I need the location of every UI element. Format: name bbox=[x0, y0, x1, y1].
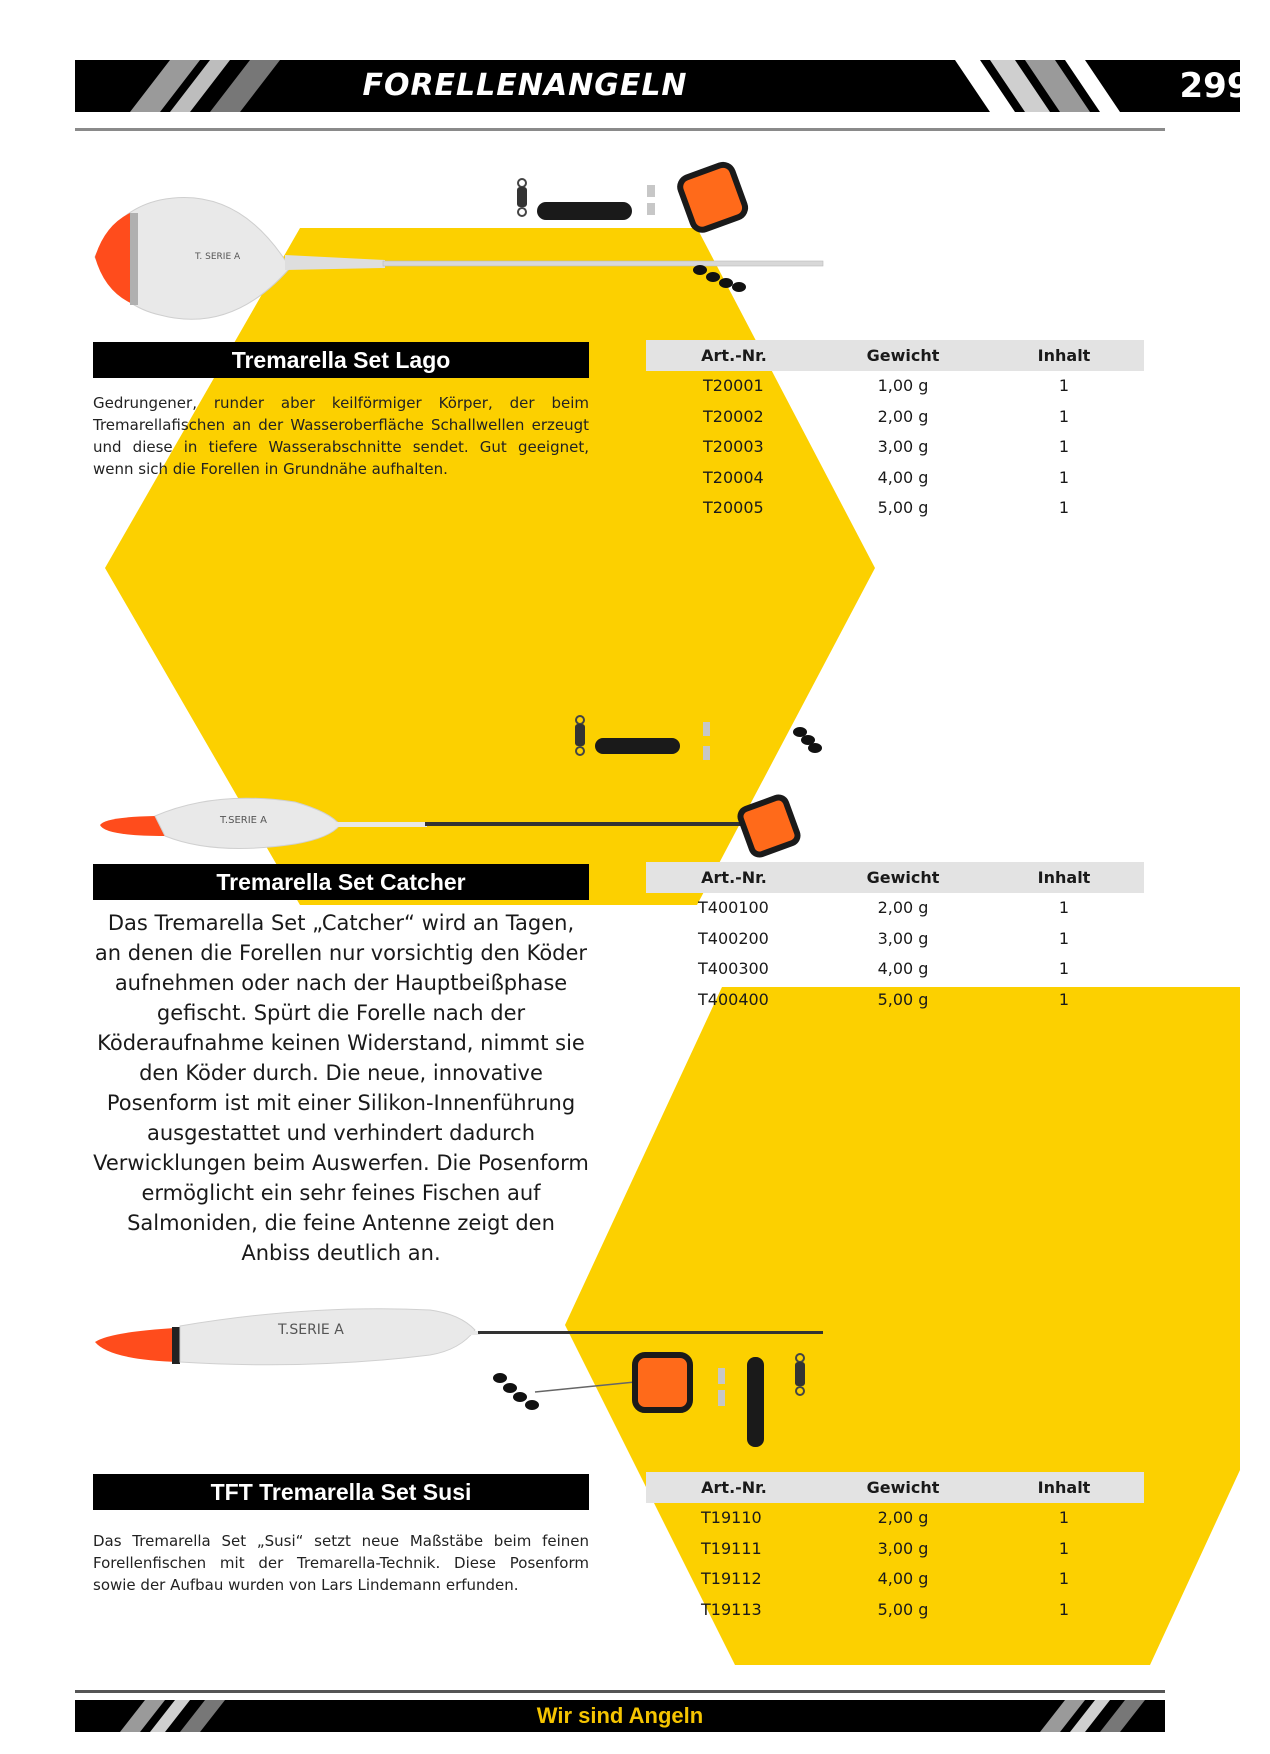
header-gewicht: Gewicht bbox=[866, 868, 940, 887]
cell-inhalt: 1 bbox=[1058, 1569, 1070, 1588]
cell-inhalt: 1 bbox=[1058, 928, 1070, 948]
cell-gewicht: 4,00 g bbox=[877, 1569, 929, 1588]
header-gewicht: Gewicht bbox=[866, 346, 940, 365]
table-lago bbox=[646, 340, 1144, 524]
description-lago: Gedrungener, runder aber keilförmiger Körper, der beim Tremarellafischen an der Wasseroberfläche Schallwellen erzeugt und diese in tiefere Wasserabschnitte sendet. Gut geeignet, wenn sich die Forellen in Grundnähe aufhalten. bbox=[93, 394, 589, 478]
footer-slogan: Wir sind Angeln bbox=[536, 1703, 704, 1728]
cell-art-nr: T20001 bbox=[703, 376, 764, 395]
header-art-nr: Art.-Nr. bbox=[701, 346, 767, 365]
table-row bbox=[646, 432, 1144, 463]
cell-inhalt: 1 bbox=[1058, 898, 1070, 917]
table-susi bbox=[646, 1472, 1144, 1625]
table-header bbox=[646, 862, 1144, 893]
table-row bbox=[646, 924, 1144, 955]
table-header bbox=[646, 340, 1144, 371]
cell-gewicht: 5,00 g bbox=[877, 989, 929, 1009]
cell-art-nr: T19110 bbox=[701, 1508, 762, 1527]
header-inhalt: Inhalt bbox=[1037, 868, 1091, 887]
table-row bbox=[646, 1564, 1144, 1595]
header-bar bbox=[75, 60, 1251, 112]
footer-divider bbox=[75, 1690, 1165, 1693]
cell-inhalt: 1 bbox=[1058, 1508, 1070, 1527]
description-susi: Das Tremarella Set „Susi“ setzt neue Maßstäbe beim feinen Forellenfischen mit der Tremarella-Technik. Diese Posenform sowie der Aufbau wurden von Lars Lindemann erfunden. bbox=[93, 1532, 589, 1594]
cell-inhalt: 1 bbox=[1058, 1599, 1070, 1619]
table-header bbox=[646, 1472, 1144, 1503]
cell-gewicht: 5,00 g bbox=[877, 498, 929, 517]
table-row bbox=[646, 463, 1144, 494]
cell-art-nr: T20005 bbox=[703, 498, 764, 517]
cell-gewicht: 3,00 g bbox=[877, 437, 929, 456]
cell-gewicht: 4,00 g bbox=[877, 959, 929, 978]
header-inhalt: Inhalt bbox=[1037, 1478, 1091, 1497]
cell-art-nr: T19112 bbox=[701, 1569, 762, 1588]
description-catcher: Das Tremarella Set „Catcher“ wird an Tagen, an denen die Forellen nur vorsichtig den Köder aufnehmen oder nach der Hauptbeißphase gefischt. Spürt die Forelle nach der Köderaufnahme keinen Widerstand, nimmt sie den Köder durch. Die neue, innovative Posenform ist mit einer Silikon-Innenführung ausgestattet und verhindert dadurch Verwicklungen beim Auswerfen. Die Posenform ermöglicht ein sehr feines Fischen auf Salmoniden, die feine Antenne zeigt den Anbiss deutlich an. bbox=[93, 911, 589, 1265]
cell-art-nr: T20004 bbox=[703, 467, 764, 487]
cell-inhalt: 1 bbox=[1058, 989, 1070, 1009]
table-row bbox=[646, 1503, 1144, 1534]
cell-art-nr: T20002 bbox=[703, 406, 764, 426]
table-row bbox=[646, 402, 1144, 433]
cell-inhalt: 1 bbox=[1058, 437, 1070, 456]
cell-gewicht: 2,00 g bbox=[877, 1508, 929, 1527]
cell-art-nr: T19111 bbox=[701, 1538, 762, 1558]
cell-gewicht: 2,00 g bbox=[877, 406, 929, 426]
cell-gewicht: 3,00 g bbox=[877, 1538, 929, 1558]
float-label-lago: T. SERIE A bbox=[195, 252, 241, 262]
header-title: FORELLENANGELN bbox=[362, 68, 688, 103]
section-title-catcher: Tremarella Set Catcher bbox=[93, 864, 589, 900]
product-image-susi bbox=[90, 1300, 830, 1460]
cell-inhalt: 1 bbox=[1058, 406, 1070, 426]
header-gewicht: Gewicht bbox=[866, 1478, 940, 1497]
header-art-nr: Art.-Nr. bbox=[701, 1478, 767, 1497]
cell-gewicht: 4,00 g bbox=[877, 467, 929, 487]
cell-inhalt: 1 bbox=[1058, 959, 1070, 978]
cell-art-nr: T20003 bbox=[703, 437, 764, 456]
product-image-lago bbox=[85, 165, 825, 335]
product-image-catcher bbox=[95, 710, 835, 860]
cell-inhalt: 1 bbox=[1058, 498, 1070, 517]
cell-art-nr: T400200 bbox=[698, 928, 769, 948]
section-title-lago: Tremarella Set Lago bbox=[93, 342, 589, 378]
footer-bar bbox=[75, 1700, 1165, 1732]
cell-art-nr: T400300 bbox=[698, 959, 769, 978]
section-title-susi: TFT Tremarella Set Susi bbox=[93, 1474, 589, 1510]
cell-gewicht: 5,00 g bbox=[877, 1599, 929, 1619]
cell-inhalt: 1 bbox=[1058, 376, 1070, 395]
cell-art-nr: T400100 bbox=[698, 898, 769, 917]
cell-inhalt: 1 bbox=[1058, 467, 1070, 487]
float-label-susi: T.SERIE A bbox=[278, 1322, 344, 1338]
table-row bbox=[646, 1595, 1144, 1626]
table-catcher bbox=[646, 862, 1144, 1015]
header-inhalt: Inhalt bbox=[1037, 346, 1091, 365]
cell-art-nr: T400400 bbox=[698, 989, 769, 1009]
table-row bbox=[646, 985, 1144, 1016]
header-art-nr: Art.-Nr. bbox=[701, 868, 767, 887]
table-row bbox=[646, 371, 1144, 402]
cell-gewicht: 3,00 g bbox=[877, 928, 929, 948]
cell-inhalt: 1 bbox=[1058, 1538, 1070, 1558]
table-row bbox=[646, 893, 1144, 924]
cell-gewicht: 1,00 g bbox=[877, 376, 929, 395]
table-row bbox=[646, 1534, 1144, 1565]
page-number: 299 bbox=[1179, 66, 1251, 106]
cell-gewicht: 2,00 g bbox=[877, 898, 929, 917]
cell-art-nr: T19113 bbox=[701, 1599, 762, 1619]
table-row bbox=[646, 954, 1144, 985]
float-label-catcher: T.SERIE A bbox=[220, 815, 268, 826]
header-divider bbox=[75, 128, 1165, 131]
table-row bbox=[646, 493, 1144, 524]
